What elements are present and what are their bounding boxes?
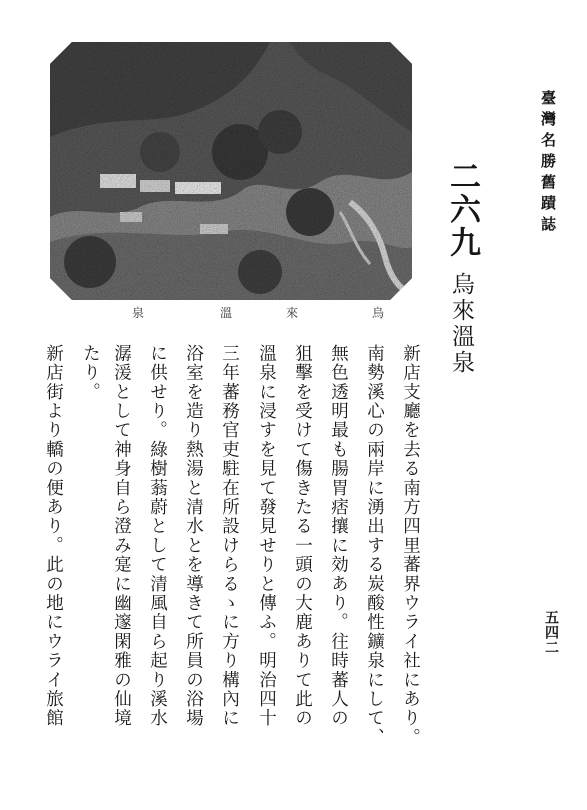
photo-caption (50, 304, 412, 320)
text-column: 無色透明最も腸胃痞攘に効あり。往時蕃人の (328, 344, 349, 728)
text-column: 溫泉に浸すを見て發見せりと傳ふ。明治四十 (256, 344, 277, 728)
book-title: 臺灣名勝舊蹟誌 (539, 90, 557, 237)
page-number: 五四二 (543, 610, 559, 655)
section-number: 二六九 (444, 160, 480, 259)
caption-char: 來 (286, 306, 299, 320)
landscape-photo (50, 42, 412, 300)
photo-image (50, 42, 412, 300)
text-column: に供せり。綠樹蓊蔚として清風自ら起り溪水 (147, 344, 168, 728)
text-column: 新店街より轎の便あり。此の地にウライ旅館 (43, 344, 64, 728)
text-column: 南勢溪心の兩岸に湧出する炭酸性鑛泉にして、 (364, 344, 385, 748)
text-column: 新店支廳を去る南方四里蕃界ウライ社にあり。 (400, 344, 421, 748)
section-title: 烏來溫泉 (448, 272, 474, 376)
text-column: たり。 (80, 344, 101, 402)
text-column: 潺湲として神身自ら澄み寔に幽邃閑雅の仙境 (111, 344, 132, 728)
text-column: 狙擊を受けて傷きたる一頭の大鹿ありて此の (292, 344, 313, 728)
text-column: 三年蕃務官吏駐在所設けらるゝに方り構內に (219, 344, 240, 728)
caption-char: 泉 (132, 306, 145, 320)
caption-char: 烏 (372, 306, 385, 320)
text-column: 浴室を造り熱湯と清水とを導きて所員の浴場 (183, 344, 204, 728)
caption-char: 溫 (220, 306, 233, 320)
